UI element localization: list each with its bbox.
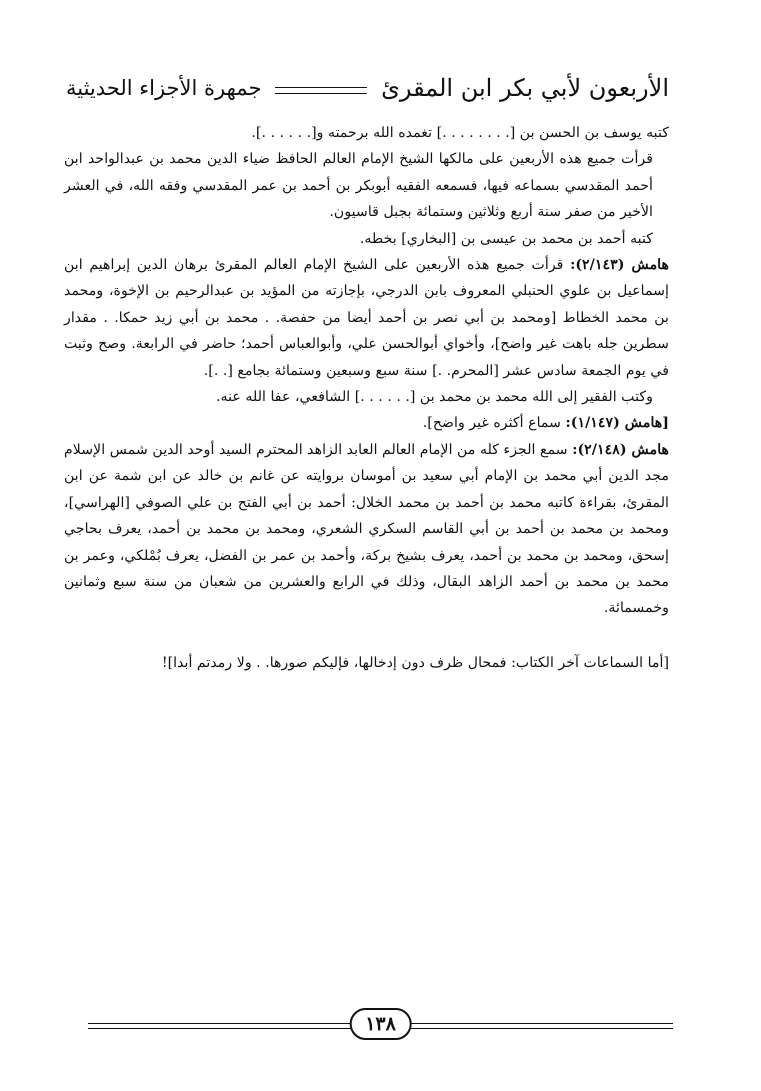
header-book-title: الأربعون لأبي بكر ابن المقرئ	[381, 74, 669, 102]
margin-note-148	[64, 437, 669, 622]
paragraph-closing-note: [أما السماعات آخر الكتاب: فمحال ظرف دون إدخالها، فإليكم صورها. . ولا رمدتم أبدا]!	[161, 654, 669, 671]
paragraph-colophon-1: كتبه يوسف بن الحسن بن [. . . . . . . .] تغمده الله برحمته و[. . . . . .].	[251, 125, 669, 141]
paragraph-gap	[64, 622, 669, 650]
paragraph-colophon-3: وكتب الفقير إلى الله محمد بن محمد بن [. . . . . .] الشافعي، عفا الله عنه.	[216, 389, 653, 406]
paragraph-reading-record: قرأت جميع هذه الأربعين على مالكها الشيخ الإمام العالم الحافظ ضياء الدين محمد بن عبدالواحد ابن أحمد المقدسي بسماعه فيها، فسمعه الفقيه أبوبكر بن أحمد بن عمر المقدسي وفقه الله، في العشر الأخير من صفر سنة أربع وثلاثين وستمائة بجبل قاسيون.	[64, 151, 653, 221]
margin-note-143	[64, 252, 669, 384]
margin-note-text: قرأت جميع هذه الأربعين على الشيخ الإمام العالم المقرئ برهان الدين إبراهيم ابن إسماعيل بن علوي الحنبلي المعروف بابن الدرجي، بإجازته من المؤيد بن عبدالرحيم بن الإخوة، ومحمد بن محمد الخطاط [ومحمد بن أبي نصر بن أحمد أيضا من حفصة. . محمد بن أبي زيد حمكا. . مقدار سطرين جله باهت غير واضح]، وأخواي أبوالحسن علي، وأبوالعباس أحمد؛ حاضر في الرابعة. وصح وثبت في يوم الجمعة سادس عشر [المحرم. .] سنة سبع وسبعين وستمائة بجامع [. .].	[64, 257, 669, 379]
paragraph-colophon-2: كتبه أحمد بن محمد بن عيسى بن [البخاري] بخطه.	[359, 230, 653, 247]
margin-note-label: هامش (٢/١٤٣):	[570, 257, 669, 274]
margin-note-text: سماع أكثره غير واضح].	[422, 415, 566, 432]
margin-note-text: سمع الجزء كله من الإمام العالم العابد الزاهد المحترم السيد أوحد الدين شمس الإسلام مجد الدين أبي محمد بن الإمام أبي سعيد بن أموسان بروايته عن غانم بن خالد عن ابن شمة عن ابن المقرئ، بقراءة كاتبه محمد بن أحمد بن محمد الخلال: أحمد بن أبي الفتح بن علي الصوفي [الهراسي]، ومحمد بن محمد بن أحمد بن أبي القاسم السكري الشعري، ومحمد بن محمد بن أحمد، يعرف بحاجي إسحق، ومحمد بن محمد بن أحمد، يعرف بشيخ بركة، وأحمد بن عمر بن الفضل، يعرف بُمْلكي، وعمر بن محمد بن محمد بن أحمد الزاهد البقال، وذلك في الرابع والعشرين من شعبان من سنة سبع وثمانين وخمسمائة.	[64, 441, 669, 617]
running-header	[66, 64, 669, 112]
margin-note-label: [هامش (١/١٤٧):	[565, 415, 669, 432]
margin-note-147	[64, 410, 669, 436]
page-body	[64, 120, 669, 676]
page-footer	[88, 1008, 673, 1044]
margin-note-label: هامش (٢/١٤٨):	[572, 441, 669, 458]
page-number: ١٣٨	[349, 1008, 412, 1040]
header-series-title: جمهرة الأجزاء الحديثية	[66, 76, 262, 100]
header-rule	[275, 87, 367, 94]
